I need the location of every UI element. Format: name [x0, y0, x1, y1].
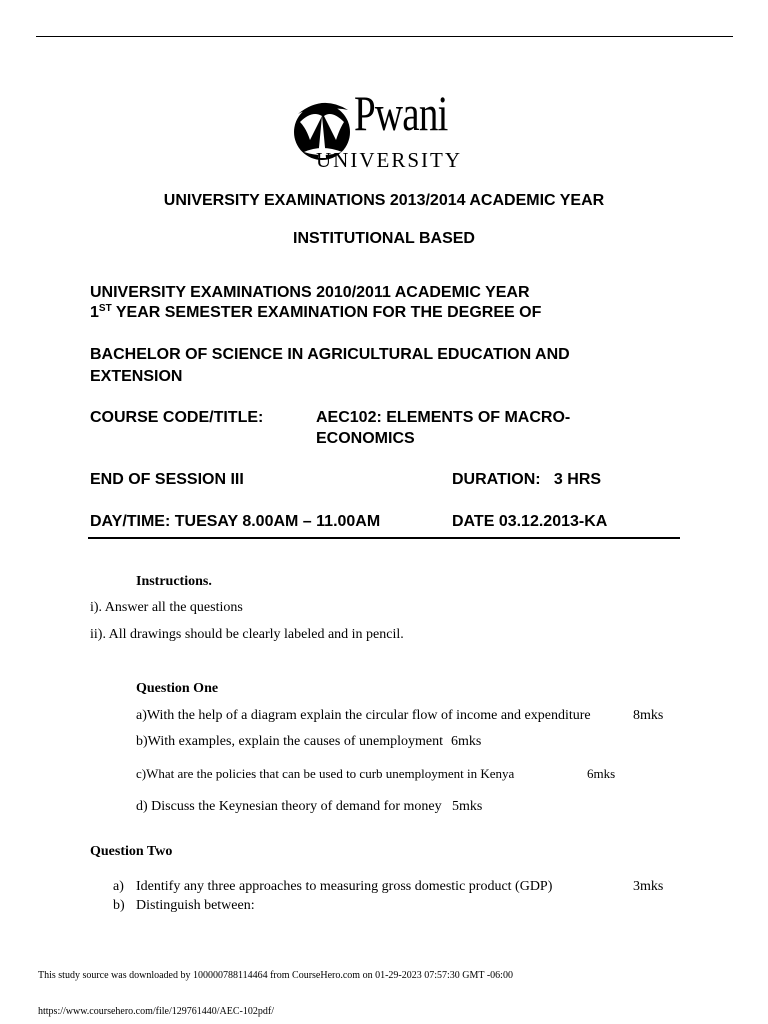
- day-time-label: DAY/TIME: TUESAY 8.00AM – 11.00AM: [90, 513, 381, 530]
- question-one-b-marks: 6mks: [451, 734, 482, 749]
- top-rule: [36, 36, 733, 37]
- instruction-item: ii). All drawings should be clearly labeled and in pencil.: [90, 627, 404, 642]
- question-one-d-marks: 5mks: [452, 799, 483, 814]
- session-label: END OF SESSION III: [90, 471, 244, 488]
- exam-year-heading: UNIVERSITY EXAMINATIONS 2013/2014 ACADEMIC YEAR: [163, 192, 605, 209]
- university-logo: [292, 85, 482, 176]
- instruction-item: i). Answer all the questions: [90, 600, 243, 615]
- question-two-b: Distinguish between:: [136, 898, 255, 913]
- course-label: COURSE CODE/TITLE:: [90, 409, 264, 426]
- semester-line: [90, 304, 541, 322]
- exam-year-line: UNIVERSITY EXAMINATIONS 2010/2011 ACADEMIC YEAR: [90, 284, 530, 301]
- degree-line-1: BACHELOR OF SCIENCE IN AGRICULTURAL EDUCATION AND: [90, 346, 570, 363]
- question-two-a-marks: 3mks: [633, 879, 664, 894]
- instructions-title: Instructions.: [136, 574, 212, 589]
- header-rule: [88, 537, 680, 539]
- question-two-a-label: a): [113, 879, 124, 894]
- question-two-title: Question Two: [90, 844, 173, 859]
- semester-ordinal: ST: [98, 303, 112, 314]
- question-two-b-label: b): [113, 898, 125, 913]
- question-one-c-marks: 6mks: [587, 766, 616, 781]
- question-one-c: c)What are the policies that can be used to curb unemployment in Kenya: [136, 766, 515, 781]
- logo-wordmark: Pwani: [354, 85, 448, 141]
- institutional-heading: INSTITUTIONAL BASED: [293, 230, 475, 247]
- download-note: This study source was downloaded by 100000788114464 from CourseHero.com on 01-29-2023 07:57:30 GMT -06:00: [38, 970, 513, 981]
- question-one-b: b)With examples, explain the causes of unemployment: [136, 734, 443, 749]
- question-one-d: d) Discuss the Keynesian theory of demand for money: [136, 799, 442, 814]
- semester-text: YEAR SEMESTER EXAMINATION FOR THE DEGREE OF: [111, 304, 542, 321]
- logo-subtitle: UNIVERSITY: [316, 148, 462, 172]
- question-one-a: a)With the help of a diagram explain the circular flow of income and expenditure: [136, 708, 591, 723]
- semester-number: 1: [90, 304, 99, 321]
- question-one-a-marks: 8mks: [633, 708, 664, 723]
- question-one-title: Question One: [136, 681, 219, 696]
- source-url-link[interactable]: https://www.coursehero.com/file/129761440/AEC-102pdf/: [38, 1006, 274, 1017]
- date-label: DATE 03.12.2013-KA: [452, 513, 608, 530]
- question-two-a: Identify any three approaches to measuring gross domestic product (GDP): [136, 879, 553, 894]
- duration-label: DURATION: 3 HRS: [452, 471, 602, 488]
- course-title-line-2: ECONOMICS: [316, 430, 415, 447]
- degree-line-2: EXTENSION: [90, 368, 183, 385]
- course-title-line-1: AEC102: ELEMENTS OF MACRO-: [316, 409, 571, 426]
